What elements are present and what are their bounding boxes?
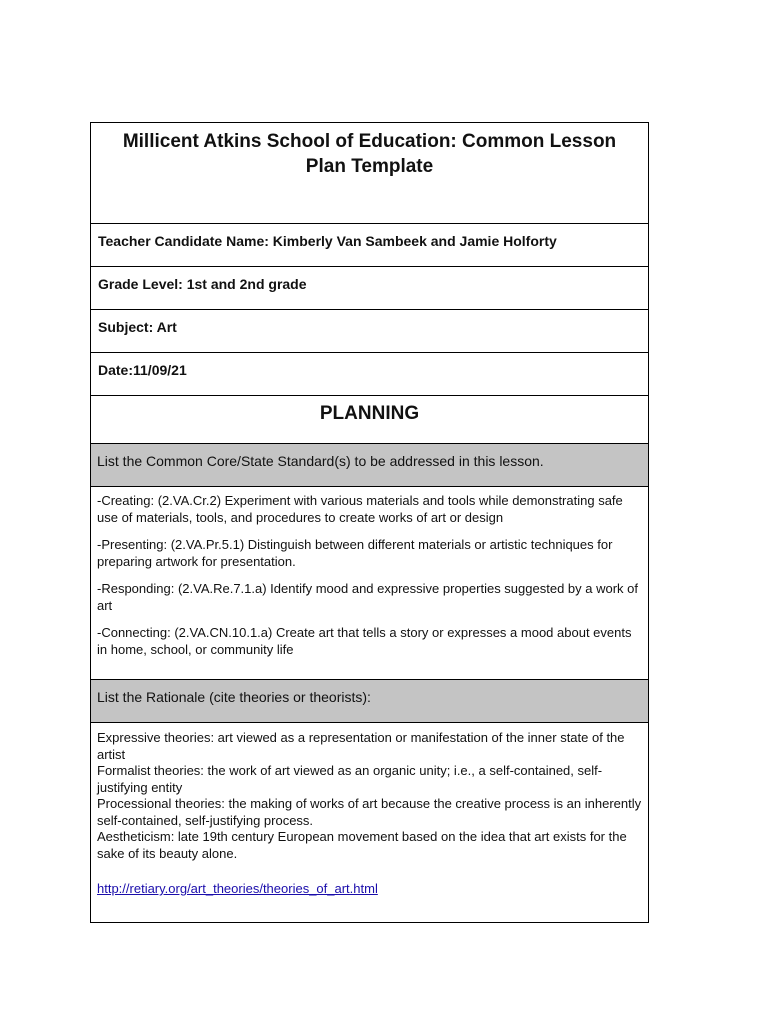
standard-creating: -Creating: (2.VA.Cr.2) Experiment with various materials and tools while demonstrating safe use of materials, tools, and procedures to create works of art or design	[97, 493, 623, 525]
rationale-formalist: Formalist theories: the work of art viewed as an organic unity; i.e., a self-contained, self-justifying entity	[97, 763, 603, 795]
planning-heading: PLANNING	[91, 396, 648, 444]
rationale-prompt: List the Rationale (cite theories or theorists):	[91, 680, 648, 723]
subject-cell: Subject: Art	[91, 310, 648, 353]
standards-cell	[91, 487, 648, 680]
grade-level-cell: Grade Level: 1st and 2nd grade	[91, 267, 648, 310]
rationale-expressive: Expressive theories: art viewed as a representation or manifestation of the inner state of the artist	[97, 730, 625, 762]
lesson-plan-table	[90, 122, 649, 923]
standard-presenting: -Presenting: (2.VA.Pr.5.1) Distinguish between different materials or artistic techniques for preparing artwork for presentation.	[97, 537, 613, 569]
standard-responding: -Responding: (2.VA.Re.7.1.a) Identify mood and expressive properties suggested by a work of art	[97, 581, 638, 613]
date-cell: Date:11/09/21	[91, 353, 648, 396]
standard-connecting: -Connecting: (2.VA.CN.10.1.a) Create art that tells a story or expresses a mood about events in home, school, or community life	[97, 625, 632, 657]
title-cell	[91, 123, 648, 224]
standards-prompt: List the Common Core/State Standard(s) to be addressed in this lesson.	[91, 444, 648, 487]
rationale-cell	[91, 723, 648, 922]
rationale-processional: Processional theories: the making of works of art because the creative process is an inherently self-contained, self-justifying process.	[97, 796, 642, 828]
reference-link[interactable]: http://retiary.org/art_theories/theories_of_art.html	[97, 881, 378, 896]
document-title: Millicent Atkins School of Education: Common Lesson Plan Template	[122, 131, 617, 177]
rationale-aestheticism: Aestheticism: late 19th century European movement based on the idea that art exists for the sake of its beauty alone.	[97, 829, 627, 861]
teacher-candidate-cell: Teacher Candidate Name: Kimberly Van Sambeek and Jamie Holforty	[91, 224, 648, 267]
